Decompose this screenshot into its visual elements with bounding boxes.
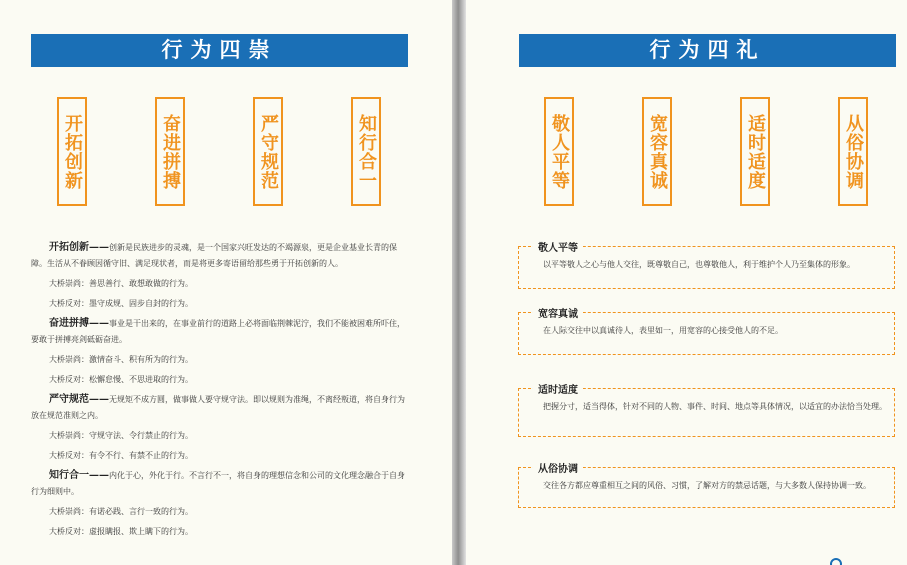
paragraph-text: 事业是干出来的，在事业前行的道路上必将面临荆棘泥泞，我们不能被困难所吓住，要敢于拼搏亮剑砥砺奋进。 bbox=[31, 319, 405, 344]
etiquette-box-title: 从俗协调 bbox=[533, 460, 583, 475]
pro-line: 大桥崇尚：激情奋斗、积有所为的行为。 bbox=[49, 355, 193, 364]
con-line: 大桥反对：松懈怠慢、不思进取的行为。 bbox=[49, 375, 193, 384]
paragraph-text: 创新是民族进步的灵魂，是一个国家兴旺发达的不竭源泉，更是企业基业长青的保障。生活从不眷顾因循守旧、满足现状者，而是将更多寄语留给那些勇于开拓创新的人。 bbox=[31, 243, 397, 268]
book-spine bbox=[452, 0, 466, 565]
con-line: 大桥反对：有令不行、有禁不止的行为。 bbox=[49, 451, 193, 460]
pro-line: 大桥崇尚：有诺必践、言行一致的行为。 bbox=[49, 507, 193, 516]
con-line: 大桥反对：虚报瞒报、欺上瞒下的行为。 bbox=[49, 527, 193, 536]
pro-line: 大桥崇尚：善思善行、敢想敢做的行为。 bbox=[49, 279, 193, 288]
paragraph-keyword: 严守规范—— bbox=[49, 394, 109, 405]
paragraph-keyword: 开拓创新—— bbox=[49, 242, 109, 253]
paragraph bbox=[31, 316, 408, 348]
etiquette-box-text: 在人际交往中以真诚待人，表里如一，用宽容的心接受他人的不足。 bbox=[543, 326, 783, 335]
value-box-1: 敬人平等 bbox=[544, 97, 574, 206]
right-page bbox=[466, 0, 907, 565]
etiquette-box-title: 敬人平等 bbox=[533, 239, 583, 254]
circle-icon bbox=[830, 558, 842, 565]
etiquette-box-title: 适时适度 bbox=[533, 381, 583, 396]
paragraph-keyword: 知行合一—— bbox=[49, 470, 109, 481]
etiquette-box bbox=[518, 309, 895, 355]
paragraph-text: 无规矩不成方圆，做事做人要守规守法。即以规则为准绳，不离经叛道，将自身行为放在规范准则之内。 bbox=[31, 395, 405, 420]
etiquette-box-text: 交往各方都应尊重相互之间的风俗、习惯，了解对方的禁忌话题，与大多数人保持协调一致。 bbox=[543, 481, 871, 490]
etiquette-box-title: 宽容真诚 bbox=[533, 305, 583, 320]
left-title-banner: 行为四崇 bbox=[31, 34, 408, 67]
value-box-3: 适时适度 bbox=[740, 97, 770, 206]
value-box-2: 奋进拼搏 bbox=[155, 97, 185, 206]
con-line: 大桥反对：墨守成规、固步自封的行为。 bbox=[49, 299, 193, 308]
etiquette-box bbox=[518, 464, 895, 508]
value-box-4: 知行合一 bbox=[351, 97, 381, 206]
etiquette-box-text: 以平等敬人之心与他人交往，既尊敬自己，也尊敬他人，利于维护个人乃至集体的形象。 bbox=[543, 260, 855, 269]
value-box-2: 宽容真诚 bbox=[642, 97, 672, 206]
value-box-3: 严守规范 bbox=[253, 97, 283, 206]
pro-line: 大桥崇尚：守规守法、令行禁止的行为。 bbox=[49, 431, 193, 440]
etiquette-box bbox=[518, 385, 895, 437]
etiquette-box bbox=[518, 243, 895, 289]
left-page bbox=[0, 0, 452, 565]
left-body-text bbox=[31, 240, 408, 544]
paragraph bbox=[31, 240, 408, 272]
paragraph-text: 内化于心，外化于行。不言行不一，将自身的理想信念和公司的文化理念融合于自身行为细则中。 bbox=[31, 471, 405, 496]
paragraph bbox=[31, 392, 408, 424]
paragraph bbox=[31, 468, 408, 500]
paragraph-keyword: 奋进拼搏—— bbox=[49, 318, 109, 329]
right-title-banner: 行为四礼 bbox=[519, 34, 896, 67]
value-box-4: 从俗协调 bbox=[838, 97, 868, 206]
value-box-1: 开拓创新 bbox=[57, 97, 87, 206]
etiquette-box-text: 把握分寸，适当得体，针对不同的人物、事件、时间、地点等具体情况，以适宜的办法恰当处理。 bbox=[543, 402, 887, 411]
